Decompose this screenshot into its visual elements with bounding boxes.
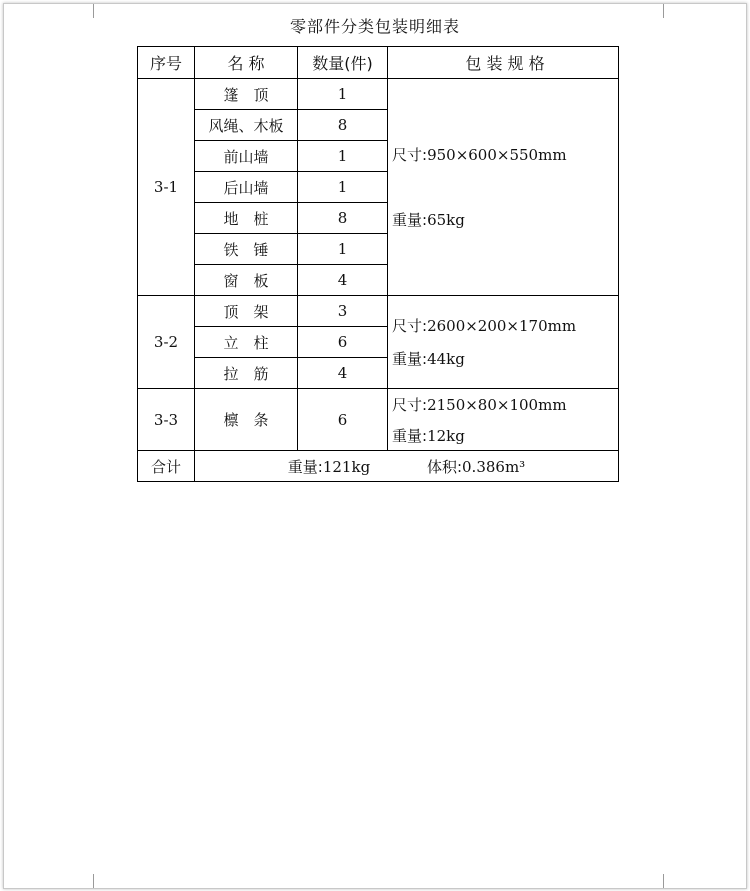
item-name: 拉 筋 [195,358,298,389]
item-qty: 1 [298,172,388,203]
header-qty: 数量(件) [298,47,388,79]
header-spec: 包 装 规 格 [388,47,619,79]
item-name: 风绳、木板 [195,110,298,141]
item-qty: 1 [298,79,388,110]
total-volume-value: 0.386m³ [462,457,526,476]
item-qty: 3 [298,296,388,327]
item-name: 前山墙 [195,141,298,172]
total-row [138,451,619,482]
total-weight-value: 121kg [322,457,371,476]
total-label: 合计 [138,451,195,482]
spec-weight-label: 重量: [392,350,428,368]
crop-mark-bottom-right [663,874,686,888]
item-qty: 6 [298,327,388,358]
item-name: 窗 板 [195,265,298,296]
spec-weight-line [392,209,618,230]
header-seq: 序号 [138,47,195,79]
spec-size-line [392,144,618,165]
item-name: 后山墙 [195,172,298,203]
spec-weight-value: 44kg [427,350,465,368]
total-weight-label: 重量: [287,457,323,476]
group-seq: 3-3 [138,389,195,451]
item-name: 铁 锤 [195,234,298,265]
total-volume [427,456,525,477]
spec-size-label: 尺寸: [392,395,428,414]
item-qty: 6 [298,389,388,451]
crop-mark-bottom-left [71,874,94,888]
spec-weight-line [392,425,618,446]
spec-size-line [392,394,618,415]
item-qty: 1 [298,141,388,172]
group-spec [388,296,619,389]
table-row [138,79,619,110]
item-name: 地 桩 [195,203,298,234]
spec-weight-label: 重量: [392,211,428,229]
group-seq: 3-2 [138,296,195,389]
group-spec [388,389,619,451]
group-seq: 3-1 [138,79,195,296]
spec-weight-value: 65kg [427,211,465,229]
item-qty: 4 [298,265,388,296]
item-name: 顶 架 [195,296,298,327]
spec-weight-value: 12kg [427,426,465,445]
item-name: 檩 条 [195,389,298,451]
total-values [195,451,619,482]
table-row [138,296,619,327]
document-title: 零部件分类包装明细表 [289,17,460,36]
spec-size-value: 950×600×550mm [427,146,567,164]
spec-size-value: 2600×200×170mm [427,317,577,335]
spec-size-value: 2150×80×100mm [427,395,567,414]
spec-size-label: 尺寸: [392,146,428,164]
item-name: 篷 顶 [195,79,298,110]
spec-weight-label: 重量: [392,426,428,445]
item-qty: 1 [298,234,388,265]
total-weight [288,456,370,477]
group-spec [388,79,619,296]
item-qty: 8 [298,110,388,141]
spec-weight-line [392,348,618,369]
item-name: 立 柱 [195,327,298,358]
header-name: 名 称 [195,47,298,79]
item-qty: 8 [298,203,388,234]
table-row [138,389,619,451]
table-header-row [138,47,619,79]
spec-size-label: 尺寸: [392,317,428,335]
item-qty: 4 [298,358,388,389]
spec-size-line [392,315,618,336]
total-volume-label: 体积: [426,457,463,476]
packing-detail-table [137,46,619,482]
